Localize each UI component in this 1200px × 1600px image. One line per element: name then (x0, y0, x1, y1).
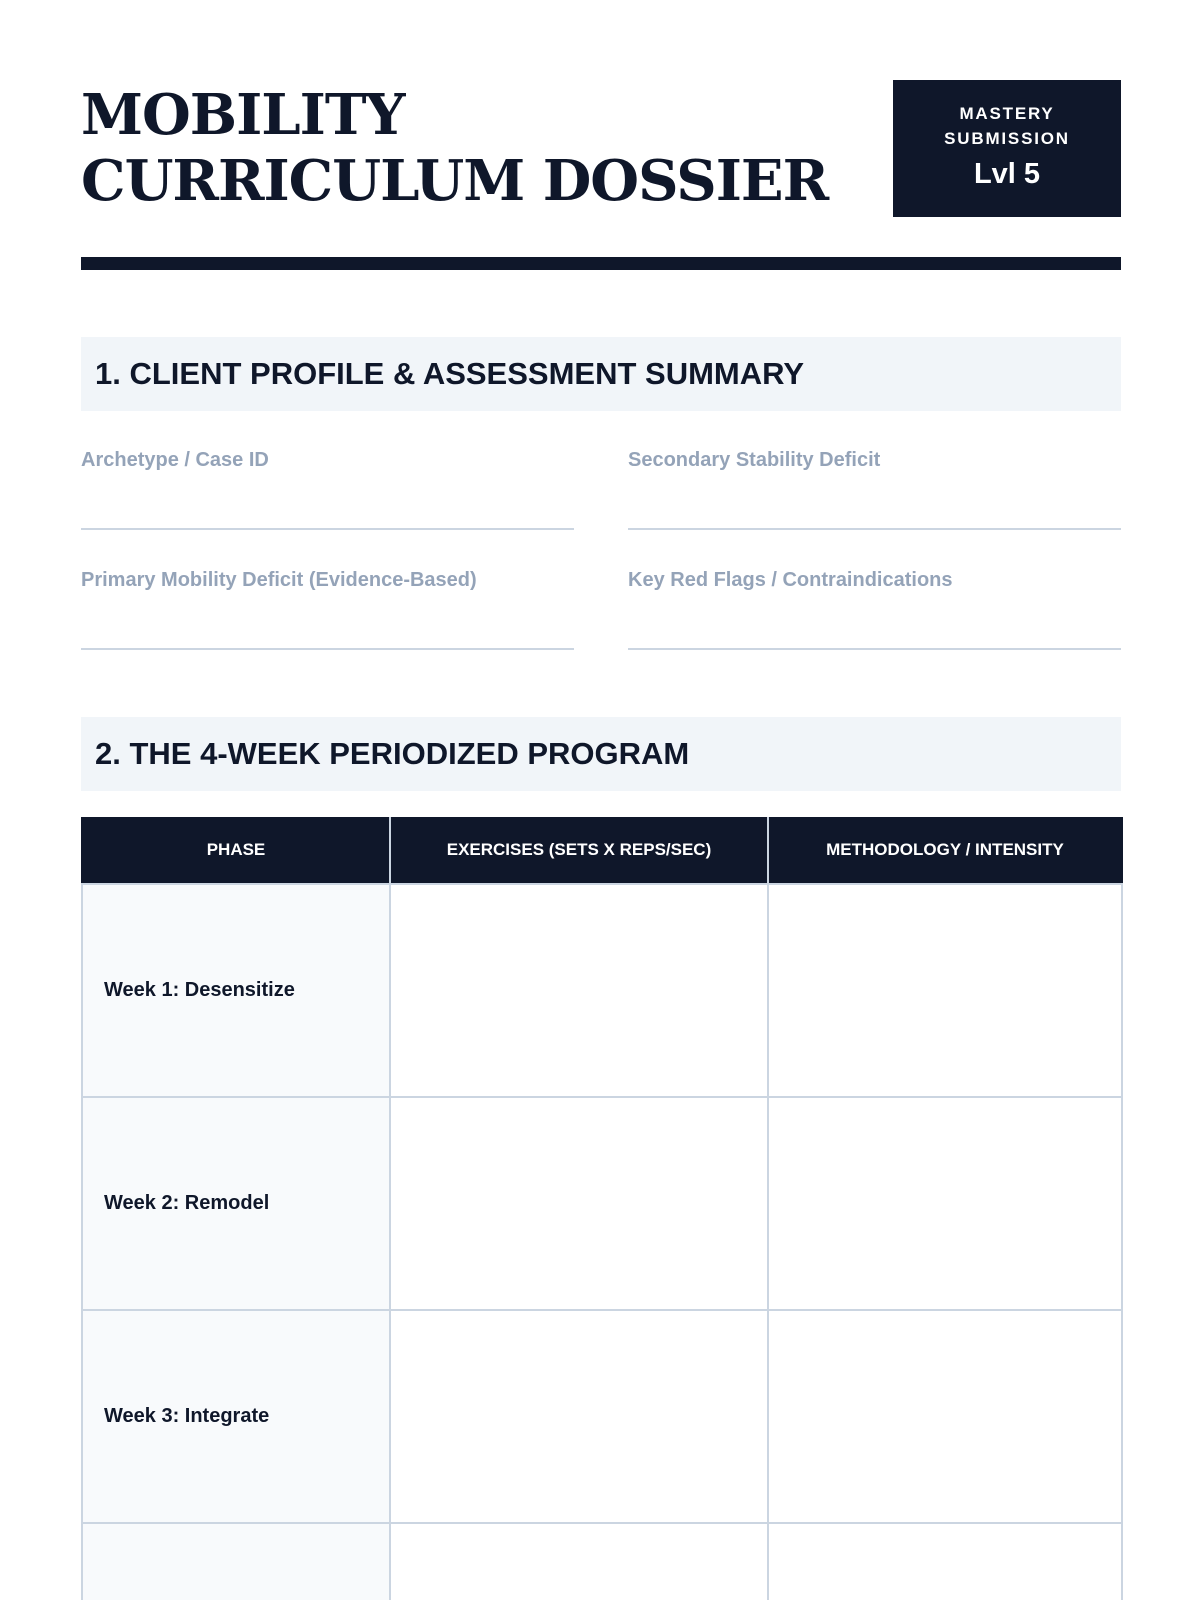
column-header-phase: PHASE (82, 817, 390, 884)
dossier-page (81, 0, 1121, 1427)
section-program-heading: 2. THE 4-WEEK PERIODIZED PROGRAM (81, 717, 1121, 791)
field-label: Primary Mobility Deficit (Evidence-Based) (81, 569, 477, 591)
program-table (81, 817, 1123, 1600)
phase-cell: Week 2: Remodel (82, 1097, 390, 1310)
column-header-methodology: METHODOLOGY / INTENSITY (768, 817, 1122, 884)
table-row (82, 1097, 1122, 1310)
header-divider (81, 257, 1121, 270)
exercises-cell[interactable] (390, 1523, 768, 1600)
exercises-cell[interactable] (390, 1310, 768, 1523)
column-header-exercises: EXERCISES (SETS X REPS/SEC) (390, 817, 768, 884)
document-title: MOBILITY CURRICULUM DOSSIER (81, 82, 829, 214)
red-flags-contraindications-field[interactable] (628, 558, 1121, 650)
table-row (82, 884, 1122, 1097)
field-label: Key Red Flags / Contraindications (628, 569, 953, 591)
table-header-row (82, 817, 1122, 884)
primary-mobility-deficit-field[interactable] (81, 558, 574, 650)
table-row (82, 1310, 1122, 1523)
field-label: Secondary Stability Deficit (628, 449, 881, 471)
phase-cell: Week 3: Integrate (82, 1310, 390, 1523)
exercises-cell[interactable] (390, 884, 768, 1097)
methodology-cell[interactable] (768, 1097, 1122, 1310)
methodology-cell[interactable] (768, 1523, 1122, 1600)
secondary-stability-deficit-field[interactable] (628, 438, 1121, 530)
mastery-badge (893, 80, 1121, 217)
table-row (82, 1523, 1122, 1600)
archetype-case-id-field[interactable] (81, 438, 574, 530)
badge-label: MASTERY SUBMISSION (944, 104, 1070, 148)
section-client-profile-heading: 1. CLIENT PROFILE & ASSESSMENT SUMMARY (81, 337, 1121, 411)
field-label: Archetype / Case ID (81, 449, 269, 471)
methodology-cell[interactable] (768, 1310, 1122, 1523)
document-header (81, 0, 1121, 270)
exercises-cell[interactable] (390, 1097, 768, 1310)
phase-cell (82, 1523, 390, 1600)
badge-level: Lvl 5 (973, 158, 1041, 190)
methodology-cell[interactable] (768, 884, 1122, 1097)
phase-cell: Week 1: Desensitize (82, 884, 390, 1097)
